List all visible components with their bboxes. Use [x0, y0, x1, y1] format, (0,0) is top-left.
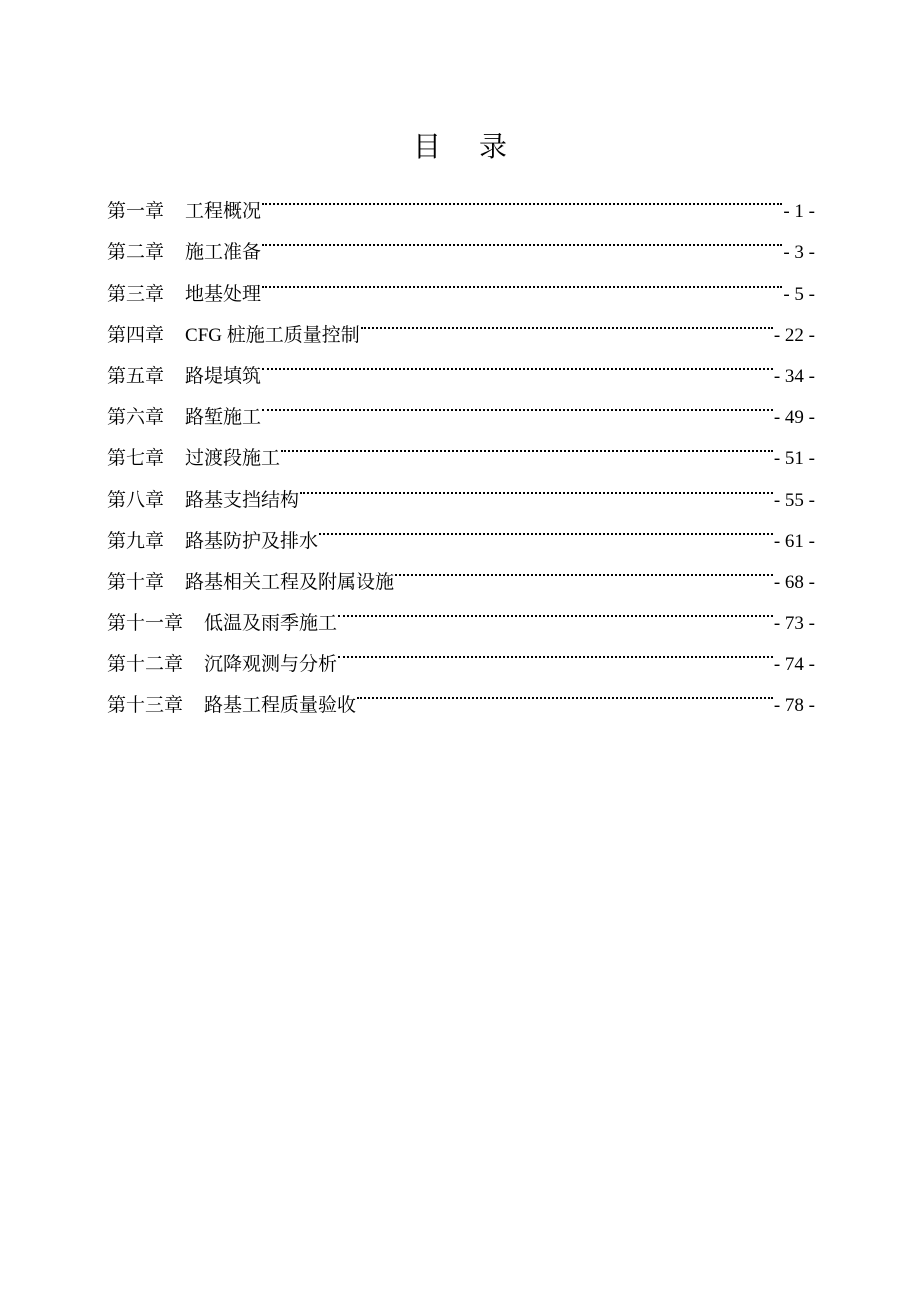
- toc-heading: 低温及雨季施工: [204, 613, 338, 635]
- toc-dot-leader: [262, 217, 782, 258]
- toc-chapter-number: 第八章: [107, 489, 165, 511]
- toc-dot-leader: [262, 341, 773, 382]
- table-of-contents: [107, 176, 815, 717]
- toc-chapter-number: 第一章: [107, 201, 165, 223]
- toc-page-number: - 49 -: [773, 407, 815, 429]
- toc-heading: CFG 桩施工质量控制: [185, 324, 360, 346]
- toc-heading: 路基防护及排水: [185, 530, 319, 552]
- toc-heading: 路基支挡结构: [185, 489, 300, 511]
- toc-page-number: - 5 -: [783, 283, 815, 305]
- toc-chapter-number: 第二章: [107, 242, 165, 264]
- toc-page-number: - 78 -: [773, 695, 815, 717]
- toc-dot-leader: [338, 588, 773, 629]
- toc-entry[interactable]: [107, 176, 815, 223]
- toc-title-char: 目: [412, 132, 441, 163]
- toc-dot-leader: [262, 382, 773, 423]
- toc-chapter-number: 第六章: [107, 407, 165, 429]
- toc-chapter-number: 第九章: [107, 530, 165, 552]
- toc-chapter-number: 第四章: [107, 324, 165, 346]
- toc-page-number: - 34 -: [773, 365, 815, 387]
- toc-page-number: - 1 -: [783, 201, 815, 223]
- toc-heading: 工程概况: [185, 201, 262, 223]
- toc-page-number: - 51 -: [773, 448, 815, 470]
- toc-page-number: - 74 -: [773, 654, 815, 676]
- toc-dot-leader: [262, 258, 782, 299]
- toc-heading: 地基处理: [185, 283, 262, 305]
- toc-dot-leader: [361, 300, 773, 341]
- toc-heading: 施工准备: [185, 242, 262, 264]
- toc-title-char: 录: [479, 132, 508, 163]
- toc-chapter-number: 第七章: [107, 448, 165, 470]
- toc-chapter-number: 第十三章: [107, 695, 184, 717]
- toc-heading: 路基相关工程及附属设施: [185, 571, 395, 593]
- toc-page-number: - 55 -: [773, 489, 815, 511]
- toc-heading: 沉降观测与分析: [204, 654, 338, 676]
- toc-chapter-number: 第十二章: [107, 654, 184, 676]
- toc-page-number: - 22 -: [773, 324, 815, 346]
- toc-chapter-number: 第十一章: [107, 613, 184, 635]
- toc-chapter-number: 第十章: [107, 571, 165, 593]
- toc-heading: 路堤填筑: [185, 365, 262, 387]
- toc-dot-leader: [281, 423, 773, 464]
- toc-chapter-number: 第五章: [107, 365, 165, 387]
- toc-page-number: - 73 -: [773, 613, 815, 635]
- toc-dot-leader: [357, 670, 773, 711]
- toc-page-number: - 3 -: [783, 242, 815, 264]
- toc-page-number: - 68 -: [773, 571, 815, 593]
- toc-dot-leader: [262, 176, 782, 217]
- toc-chapter-number: 第三章: [107, 283, 165, 305]
- toc-dot-leader: [338, 629, 773, 670]
- toc-heading: 路堑施工: [185, 407, 262, 429]
- toc-dot-leader: [395, 547, 773, 588]
- toc-dot-leader: [319, 506, 773, 547]
- toc-title: [0, 128, 920, 168]
- toc-page-number: - 61 -: [773, 530, 815, 552]
- toc-dot-leader: [300, 464, 773, 505]
- toc-heading: 过渡段施工: [185, 448, 281, 470]
- toc-heading: 路基工程质量验收: [204, 695, 357, 717]
